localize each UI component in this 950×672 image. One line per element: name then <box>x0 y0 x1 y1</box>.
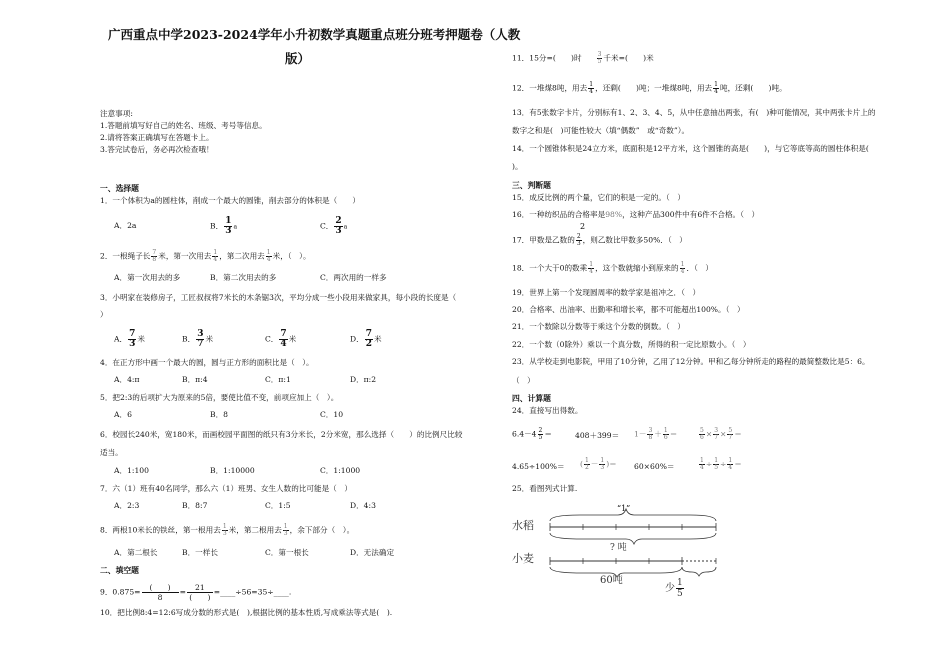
note-item: 3.答完试卷后，务必再次检查哦！ <box>100 145 214 154</box>
page-title-line2: 版） <box>285 51 311 66</box>
rice-question: ? 吨 <box>610 543 627 553</box>
calc-item: ( $\frac{1}{2}$ － $\frac{1}{3}$ )＝ <box>580 457 617 471</box>
q3-option-c: C． $\frac{7}{4}$ 米 <box>265 329 297 349</box>
q6-option-b: B．1:10000 <box>210 466 255 475</box>
q6-text2: 适当。 <box>100 448 123 457</box>
q18-text: 18．一个大于0的数乘 $\frac{1}{4}$ ，这个数就缩小到原来的 $\frac{1}{4}$ ．（ ） <box>512 261 714 275</box>
q15-text: 15．成反比例的两个量，它们的积是一定的。（ ） <box>512 193 685 202</box>
q7-option-c: C．1:5 <box>265 501 291 510</box>
q9-text: 9．0.875= $\frac{( )}{8}$ = $\frac{21}{( )}$ =____÷56=35÷____. <box>100 583 292 602</box>
page-title: 广西重点中学2023-2024学年小升初数学真题重点班分班考押题卷（人教 <box>108 27 521 42</box>
q2-option-b: B．第二次用去的多 <box>210 273 277 282</box>
calc-item: 1－ $\frac{3}{8}$ ＋ $\frac{1}{6}$ ＝ <box>634 427 678 441</box>
q3-text2: ） <box>100 310 108 319</box>
calc-item: 60×60%＝ <box>634 462 675 471</box>
unit-one-label: “1” <box>617 504 631 513</box>
calc-item: $\frac{1}{4}$ ÷ $\frac{1}{5}$ ÷ $\frac{1}{4}$ ＝ <box>700 457 742 471</box>
q7-option-a: A．2:3 <box>114 501 140 510</box>
wheat-label: 小麦 <box>512 552 534 565</box>
q5-option-c: C．10 <box>320 410 344 419</box>
calc-item: $\frac{5}{6}$ × $\frac{3}{7}$ × $\frac{5}{7}$ ＝ <box>700 427 742 441</box>
q4-option-c: C．π:1 <box>265 375 291 384</box>
q7-text: 7．六（1）班有40名同学，那么六（1）班男、女生人数的比可能是（ ） <box>100 484 352 493</box>
q2-option-a: A．第一次用去的多 <box>114 273 181 282</box>
less-label: 少 $\frac{1}{5}$ <box>665 578 683 599</box>
notes-heading: 注意事项: <box>100 109 133 118</box>
q2-option-c: C．两次用的一样多 <box>320 273 387 282</box>
q5-text: 5．把2:3的后项扩大为原来的5倍，要使比值不变，前项应加上（ ）。 <box>100 393 339 402</box>
q6-option-c: C．1:1000 <box>320 466 361 475</box>
q1-text: 1．一个体积为a的圆柱体，削成一个最大的圆锥，削去部分的体积是（ ） <box>100 196 360 205</box>
q20-text: 20．合格率、出油率、出勤率和增长率，都不可能超出100%。（ ） <box>512 305 745 314</box>
q1-option-c: C． $\frac{2}{3}$ a <box>320 216 348 236</box>
q7-option-b: B．8:7 <box>182 501 208 510</box>
q3-option-d: D． $\frac{7}{2}$ 米 <box>350 329 382 349</box>
q21-text: 21．一个数除以分数等于乘这个分数的倒数。（ ） <box>512 322 685 331</box>
q13-text2: 数字之和是( )可能性较大（填“偶数” 或“奇数”）。 <box>512 126 690 135</box>
rice-label: 水稻 <box>512 519 534 532</box>
q8-option-d: D．无法确定 <box>350 548 395 557</box>
section-judge: 三、判断题 <box>512 181 551 190</box>
q3-option-b: B． $\frac{3}{7}$ 米 <box>182 329 214 349</box>
q24-heading: 24．直接写出得数。 <box>512 406 583 415</box>
q11-text: 11．15分=( )时 $\frac{3}{5}$ 千米=( )米 <box>512 51 654 65</box>
q19-text: 19．世界上第一个发现圆周率的数学家是祖冲之．（ ） <box>512 288 701 297</box>
q8-text: 8．两根10米长的铁丝，第一根用去 $\frac{1}{3}$ 米，第二根用去 $\frac{1}{3}$ ，余下部分（ ）。 <box>100 523 355 537</box>
q14-text: 14．一个圆锥体积是24立方米，底面积是12平方米，这个圆锥的高是( )，与它等底等高的圆柱体积是( <box>512 144 869 153</box>
q25-heading: 25．看图列式计算. <box>512 484 578 493</box>
section-fill: 二、填空题 <box>100 566 139 575</box>
q17-text: 17．甲数是乙数的 $\frac{2}{3}$ ，则乙数比甲数多50%．（ ） <box>512 233 687 247</box>
q1-option-b: B． $\frac{1}{3}$ a <box>210 216 238 236</box>
wheat-value: 60吨 <box>600 575 623 586</box>
calc-item: 4.65÷100%＝ <box>512 462 565 471</box>
q3-option-a: A． $\frac{7}{3}$ 米 <box>114 329 145 349</box>
q5-option-b: B．8 <box>210 410 229 419</box>
calc-item: 408＋399＝ <box>575 431 620 440</box>
q4-text: 4．在正方形中画一个最大的圆，圆与正方形的面积比是（ ）。 <box>100 358 314 367</box>
q13-text: 13．有5张数字卡片，分别标有1、2、3、4、5，从中任意抽出两张，有( )种可能情况，其中两张卡片上的 <box>512 108 876 117</box>
q22-text: 22．一个数（0除外）乘以一个真分数，所得的积一定比原数小。（ ） <box>512 340 751 349</box>
q23-text: 23．从学校走到电影院，甲用了10分钟，乙用了12分钟。甲和乙每分钟所走的路程的最简整数比是5：6。 <box>512 357 870 366</box>
q8-option-a: A．第二根长 <box>114 548 158 557</box>
q2-text: 2．一根绳子长 $\frac{7}{8}$ 米，第一次用去 $\frac{1}{4}$ ，第二次用去 $\frac{1}{4}$ 米，（ ）。 <box>100 249 311 263</box>
q17-pre: 2 <box>580 222 586 231</box>
line-diagram <box>540 505 740 615</box>
q14-text2: )。 <box>512 162 523 171</box>
section-calc: 四、计算题 <box>512 394 551 403</box>
q6-text: 6．校园长240米，宽180米，而画校园平面图的纸只有3分米长，2分米宽，那么选择（ ）的比例尺比较 <box>100 430 463 439</box>
q7-option-d: D．4:3 <box>350 501 376 510</box>
q4-option-b: B．π:4 <box>182 375 208 384</box>
q4-option-a: A．4:π <box>114 375 140 384</box>
q1-option-a: A．2a <box>114 221 137 230</box>
q12-text: 12．一堆煤8吨，用去 $\frac{1}{4}$ ，还剩( )吨；一堆煤8吨，用去 $\frac{1}{4}$ 吨，还剩( )吨。 <box>512 81 787 95</box>
q10-text: 10．把比例8:4=12:6写成分数的形式是( ),根据比例的基本性质,写成乘法等式是( ). <box>100 608 393 617</box>
calc-item: 6.4－4 $\frac{2}{5}$ ＝ <box>512 427 552 441</box>
q4-option-d: D．π:2 <box>350 375 377 384</box>
q8-option-c: C．第一根长 <box>265 548 309 557</box>
note-item: 1.答题前填写好自己的姓名、班级、考号等信息。 <box>100 121 267 130</box>
q3-text: 3．小明家在装修房子，工匠叔叔将7米长的木条锯3次，平均分成一些小段用来做家具，每小段的长度是（ <box>100 293 457 302</box>
section-choice: 一、选择题 <box>100 184 139 193</box>
q5-option-a: A．6 <box>114 410 132 419</box>
note-item: 2.请将答案正确填写在答题卡上。 <box>100 133 214 142</box>
q16-text: 16．一种纺织品的合格率是98%，这种产品300件中有6件不合格。（ ） <box>512 210 760 219</box>
q6-option-a: A．1:100 <box>114 466 149 475</box>
q23-text2: （ ） <box>512 376 535 385</box>
q8-option-b: B．一样长 <box>182 548 218 557</box>
